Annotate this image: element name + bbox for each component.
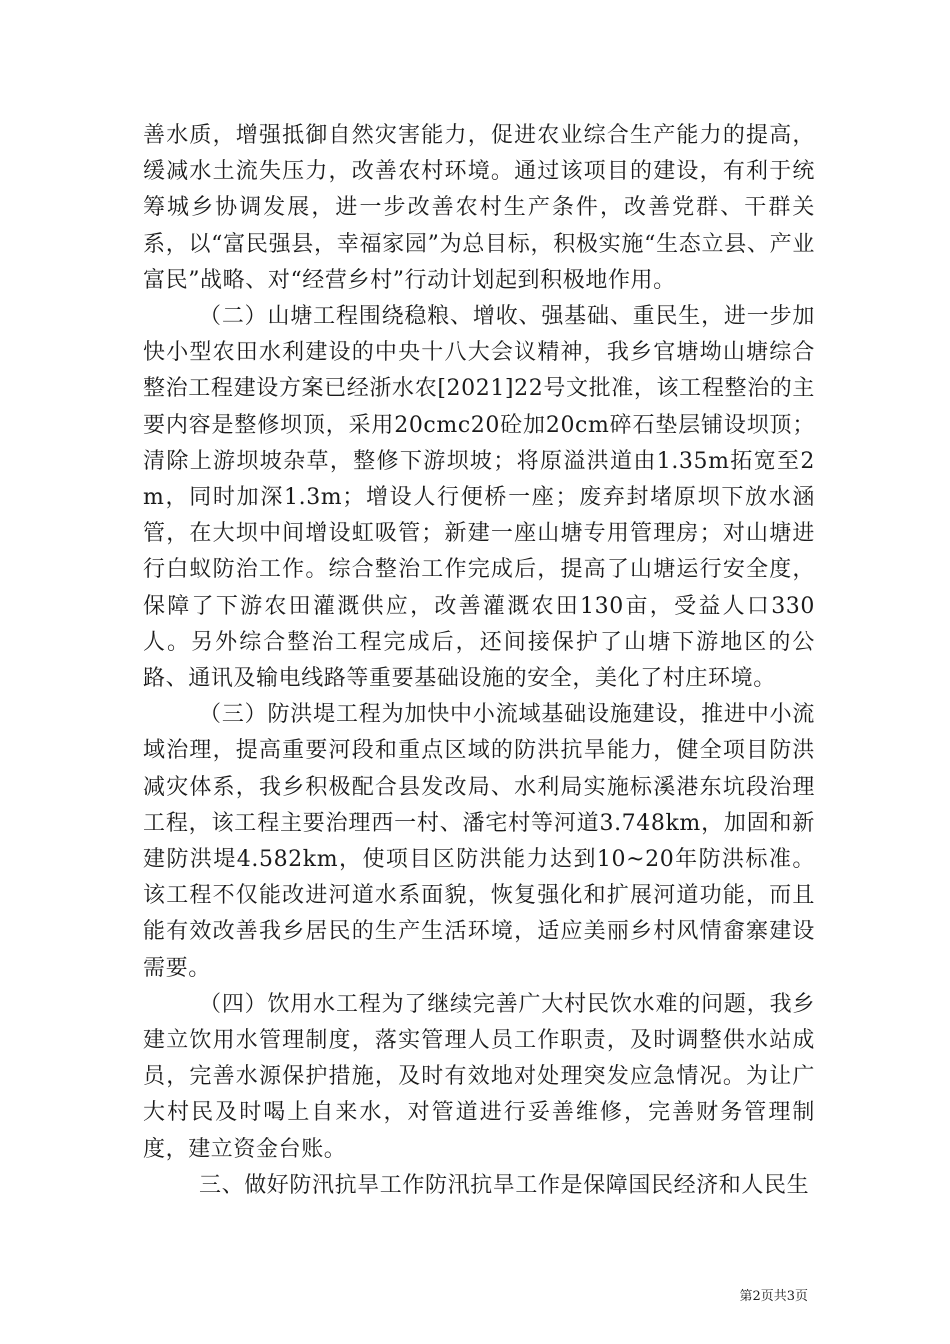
paragraph-continuation: 善水质，增强抵御自然灾害能力，促进农业综合生产能力的提高，缓减水土流失压力，改善农村环境。通过该项目的建设，有利于统筹城乡协调发展，进一步改善农村生产条件，改善党群、干群关系，以“富民强县，幸福家园”为总目标，积极实施“生态立县、产业富民”战略、对“经营乡村”行动计划起到积极地作用。 <box>143 123 815 293</box>
paragraph-drinking-water: （四）饮用水工程为了继续完善广大村民饮水难的问题，我乡建立饮用水管理制度，落实管理人员工作职责，及时调整供水站成员，完善水源保护措施，及时有效地对处理突发应急情况。为让广大村民及时喝上自来水，对管道进行妥善维修，完善财务管理制度，建立资金台账。 <box>143 991 815 1162</box>
document-body <box>143 118 815 1204</box>
paragraph-section-three: 三、做好防汛抗旱工作防汛抗旱工作是保障国民经济和人民生 <box>199 1172 810 1198</box>
paragraph-flood-levee: （三）防洪堤工程为加快中小流域基础设施建设，推进中小流域治理，提高重要河段和重点区域的防洪抗旱能力，健全项目防洪减灾体系，我乡积极配合县发改局、水利局实施标溪港东坑段治理工程，该工程主要治理西一村、潘宅村等河道3.748km，加固和新建防洪堤4.582km，使项目区防洪能力达到10~20年防洪标准。该工程不仅能改进河道水系面貌，恢复强化和扩展河道功能，而且能有效改善我乡居民的生产生活环境，适应美丽乡村风情畲寨建设需要。 <box>143 702 815 981</box>
paragraph-pond-project: （二）山塘工程围绕稳粮、增收、强基础、重民生，进一步加快小型农田水利建设的中央十八大会议精神，我乡官塘坳山塘综合整治工程建设方案已经浙水农[2021]22号文批准，该工程整治的主要内容是整修坝顶，采用20cmc20砼加20cm碎石垫层铺设坝顶；清除上游坝坡杂草，整修下游坝坡；将原溢洪道由1.35m拓宽至2m，同时加深1.3m；增设人行便桥一座；废弃封堵原坝下放水涵管，在大坝中间增设虹吸管；新建一座山塘专用管理房；对山塘进行白蚁防治工作。综合整治工作完成后，提高了山塘运行安全度，保障了下游农田灌溉供应，改善灌溉农田130亩，受益人口330人。另外综合整治工程完成后，还间接保护了山塘下游地区的公路、通讯及输电线路等重要基础设施的安全，美化了村庄环境。 <box>143 304 815 692</box>
page-number: 第2页共3页 <box>739 1289 808 1304</box>
